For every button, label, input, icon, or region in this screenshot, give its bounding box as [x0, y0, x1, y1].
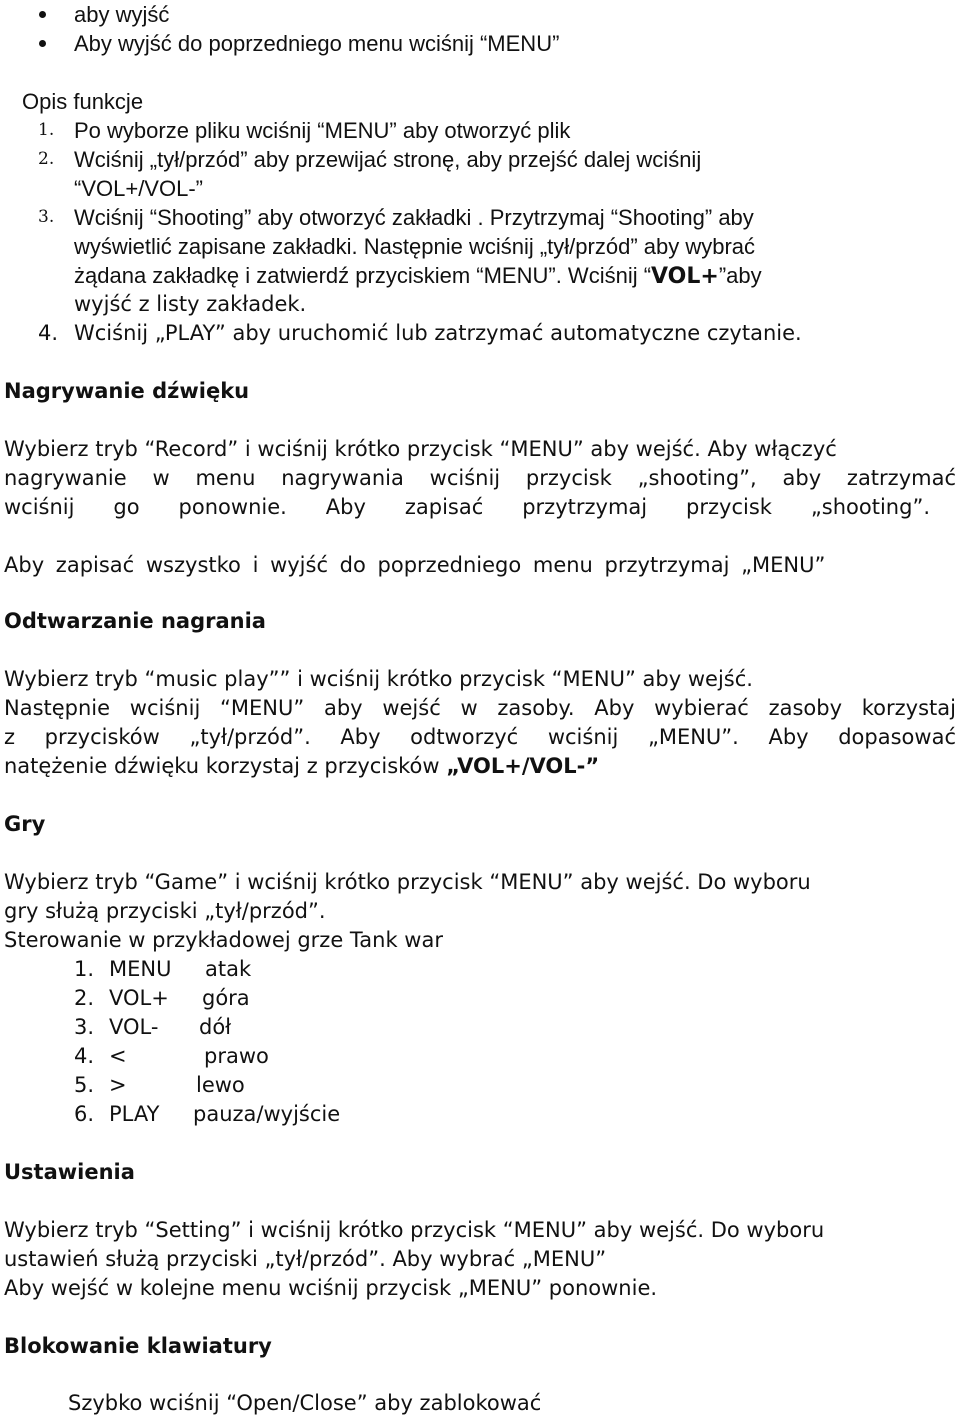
list-item-text: wyświetlić zapisane zakładki. Następnie wciśnij „tył/przód” aby wybrać — [74, 234, 756, 259]
bold-key-vol: „VOL+/VOL-” — [446, 754, 600, 778]
control-number: 2. — [74, 986, 95, 1010]
control-action: prawo — [204, 1044, 269, 1068]
paragraph-line: ustawień służą przyciski „tył/przód”. Aby wybrać „MENU” — [4, 1247, 607, 1271]
bullet-item: aby wyjść — [74, 2, 170, 27]
list-item-text: Po wyborze pliku wciśnij “MENU” aby otworzyć plik — [74, 118, 571, 143]
paragraph-line — [4, 752, 599, 781]
control-action: atak — [205, 957, 252, 981]
paragraph-line: z przycisków „tył/przód”. Aby odtworzyć wciśnij „MENU”. Aby dopasować — [4, 725, 956, 749]
text-part: natężenie dźwięku korzystaj z przycisków — [4, 754, 447, 778]
paragraph-line: nagrywanie w menu nagrywania wciśnij przycisk „shooting”, aby zatrzymać — [4, 466, 956, 490]
control-number: 5. — [74, 1073, 95, 1097]
control-number: 6. — [74, 1102, 95, 1126]
section-heading-opis: Opis funkcje — [22, 89, 144, 114]
section-heading-odtwarzanie: Odtwarzanie nagrania — [4, 609, 266, 633]
control-number: 1. — [74, 957, 95, 981]
section-heading-nagrywanie: Nagrywanie dźwięku — [4, 379, 250, 403]
paragraph-line: gry służą przyciski „tył/przód”. — [4, 899, 326, 923]
control-key: > — [109, 1073, 127, 1097]
paragraph-line: Szybko wciśnij “Open/Close” aby zablokować — [68, 1391, 542, 1415]
paragraph-line: Aby zapisać wszystko i wyjść do poprzedniego menu przytrzymaj „MENU” — [4, 553, 826, 577]
control-key: VOL+ — [109, 986, 169, 1010]
bullet-item: Aby wyjść do poprzedniego menu wciśnij “MENU” — [74, 31, 560, 56]
list-number: 4. — [38, 321, 59, 345]
list-number: 2. — [38, 149, 55, 169]
bold-key-vol-plus: VOL+ — [651, 264, 719, 289]
list-number: 1. — [38, 120, 55, 140]
paragraph-line: Następnie wciśnij “MENU” aby wejść w zasoby. Aby wybierać zasoby korzystaj — [4, 696, 956, 720]
section-heading-ustawienia: Ustawienia — [4, 1160, 135, 1184]
text-part: żądana zakładkę i zatwierdź przyciskiem “MENU”. Wciśnij “ — [74, 263, 652, 288]
control-key: PLAY — [109, 1102, 160, 1126]
control-number: 3. — [74, 1015, 95, 1039]
bullet-dot — [39, 40, 46, 47]
paragraph-line: Sterowanie w przykładowej grze Tank war — [4, 928, 443, 952]
control-action: dół — [199, 1015, 232, 1039]
control-action: lewo — [196, 1073, 245, 1097]
control-key: < — [109, 1044, 127, 1068]
list-item-text — [74, 261, 762, 290]
control-key: MENU — [109, 957, 172, 981]
section-heading-gry: Gry — [4, 812, 46, 836]
bullet-dot — [39, 11, 46, 18]
control-action: góra — [202, 986, 250, 1010]
paragraph-line: Wybierz tryb “Game” i wciśnij krótko przycisk “MENU” aby wejść. Do wyboru — [4, 870, 811, 894]
text-part: ”aby — [718, 263, 762, 288]
paragraph-line: wciśnij go ponownie. Aby zapisać przytrzymaj przycisk „shooting”. — [4, 495, 930, 519]
paragraph-line: Aby wejść w kolejne menu wciśnij przycisk „MENU” ponownie. — [4, 1276, 658, 1300]
list-item-text: Wciśnij “Shooting” aby otworzyć zakładki . Przytrzymaj “Shooting” aby — [74, 205, 754, 230]
list-item-text: wyjść z listy zakładek. — [74, 292, 307, 316]
paragraph-line: Wybierz tryb “Record” i wciśnij krótko przycisk “MENU” aby wejść. Aby włączyć — [4, 437, 837, 461]
section-heading-blokowanie: Blokowanie klawiatury — [4, 1334, 272, 1358]
list-item-text: Wciśnij „tył/przód” aby przewijać stronę, aby przejść dalej wciśnij — [74, 147, 702, 172]
list-number: 3. — [38, 207, 55, 227]
control-key: VOL- — [109, 1015, 159, 1039]
paragraph-line: Wybierz tryb “Setting” i wciśnij krótko przycisk “MENU” aby wejść. Do wyboru — [4, 1218, 825, 1242]
control-number: 4. — [74, 1044, 95, 1068]
list-item-text: “VOL+/VOL-” — [74, 176, 203, 201]
list-item-text: Wciśnij „PLAY” aby uruchomić lub zatrzymać automatyczne czytanie. — [74, 321, 802, 345]
paragraph-line: Wybierz tryb “music play”” i wciśnij krótko przycisk “MENU” aby wejść. — [4, 667, 753, 691]
control-action: pauza/wyjście — [193, 1102, 341, 1126]
